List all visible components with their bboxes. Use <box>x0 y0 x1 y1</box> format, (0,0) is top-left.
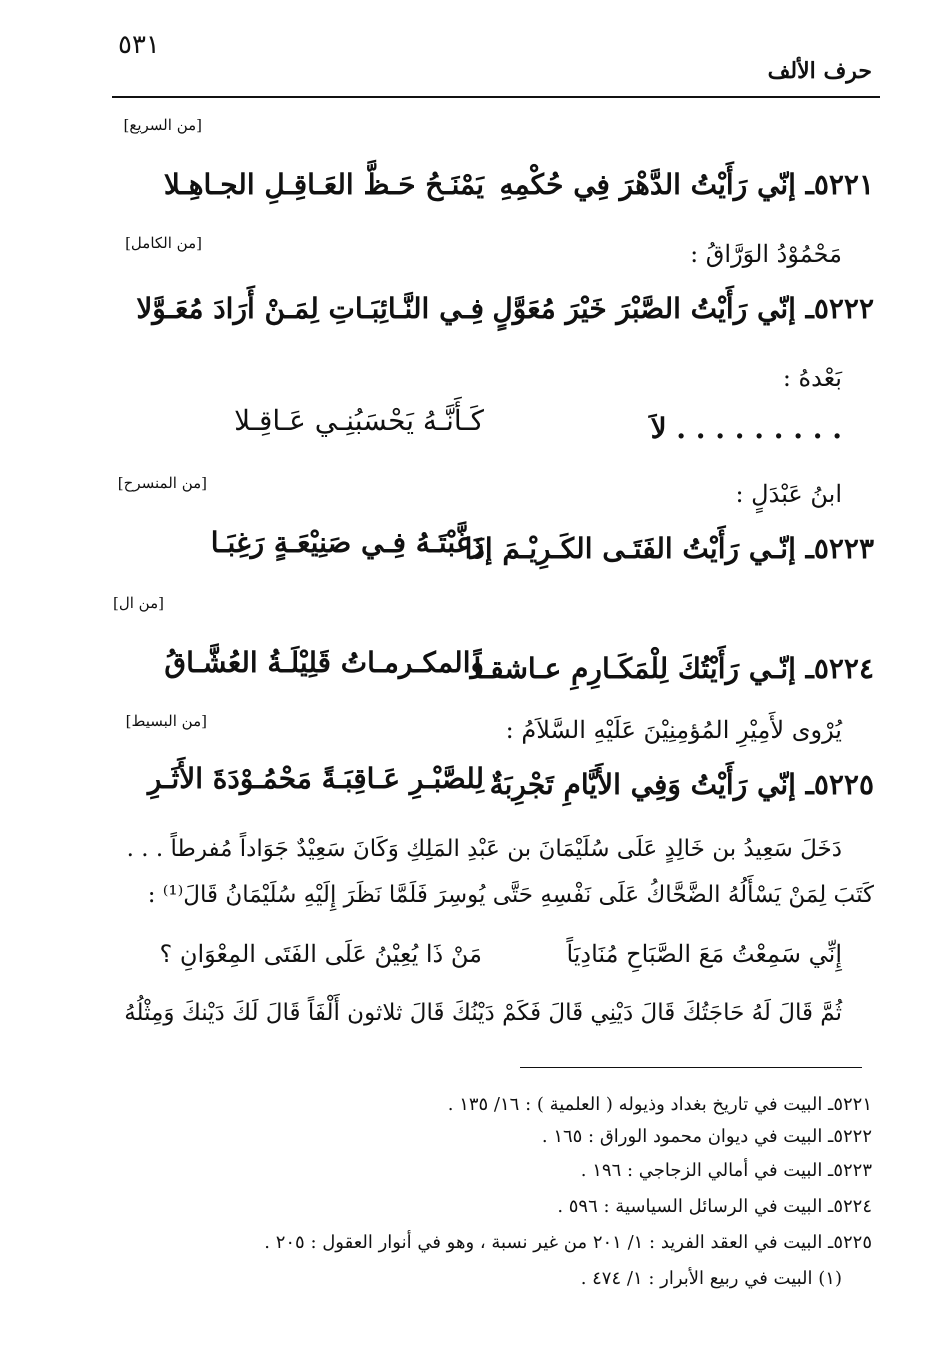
footnote: ٥٢٢٢ـ البيت في ديوان محمود الوراق : ١٦٥ . <box>541 1126 872 1147</box>
verse-first-hemistich: . . . . . . . . . لاَ <box>650 412 842 445</box>
verse-first-hemistich: ٥٢٢٣ـ إنّـي رَأَيْتُ الفَتَـى الكَـرِيْـمَ إذَا <box>464 532 874 565</box>
prose-line: ثُمَّ قَالَ لَهُ حَاجَتُكَ قَالَ دَيْنِي قَالَ فَكَمْ دَيْنُكَ قَالَ ثلاثون أَلْفَاً قَالَ لَكَ دَيْنكَ وَمِثْلُهُ <box>124 1000 842 1026</box>
footnote: ٥٢٢٥ـ البيت في العقد الفريد : ١/ ٢٠١ من غير نسبة ، وهو في أنوار العقول : ٢٠٥ . <box>264 1232 872 1253</box>
verse-second-hemistich: رَغَّبْتَـهُ فِـي صَنِيْعَـةٍ رَغِبَـا <box>210 526 484 559</box>
attribution: بَعْدهُ : <box>782 364 842 392</box>
verse-second-hemistich: لِلصَّبْـرِ عَـاقِبَـةً مَحْمُـوْدَةَ الأَثَـرِ <box>147 762 484 795</box>
prose-line: دَخَلَ سَعِيدُ بن خَالِدٍ عَلَى سُلَيْمَانَ بن عَبْدِ المَلِكِ وَكَانَ سَعِيْدٌ جَوَاداً مُفرطاً . . . <box>126 836 842 862</box>
attribution: مَحْمُوْدُ الوَرَّاقُ : <box>690 240 842 268</box>
attribution: ابنُ عَبْدَلٍ : <box>735 480 842 508</box>
meter-label: [من السريع] <box>123 116 202 134</box>
footnote-rule <box>520 1067 862 1068</box>
verse-first-hemistich: ٥٢٢٥ـ إنّي رَأَيْتُ وَفِي الأَيَّامِ تَجْرِبَةٌ <box>489 768 874 801</box>
verse-first-hemistich: إِنِّي سَمِعْتُ مَعَ الصَّبَاحِ مُنَادِيَاً <box>566 940 842 968</box>
verse-first-hemistich: ٥٢٢٢ـ إنّي رَأَيْتُ الصَّبْرَ خَيْرَ مُعَوَّلٍ <box>492 292 874 325</box>
prose-line: كَتَبَ لِمَنْ يَسْأَلُهُ الضَّحَّاكُ عَلَى نَفْسِهِ حَتَّى يُوسِرَ فَلَمَّا نَظَرَ إِلَيْهِ سُلَيْمَانُ قَالَ⁽¹⁾ : <box>147 882 874 908</box>
meter-label: [من ال] <box>113 594 164 612</box>
verse-second-hemistich: كَـأَنَّـهُ يَحْسَبُنِـي عَـاقِـلا <box>234 404 484 437</box>
header-rule <box>112 96 880 98</box>
meter-label: [من البسيط] <box>125 712 207 730</box>
running-title: حرف الألف <box>767 58 872 84</box>
verse-second-hemistich: مَنْ ذَا يُعِيْنُ عَلَى الفَتَى المِعْوَانِ ؟ <box>159 940 482 968</box>
footnote: ٥٢٢٤ـ البيت في الرسائل السياسية : ٥٩٦ . <box>557 1196 872 1217</box>
verse-first-hemistich: ٥٢٢١ـ إنّي رَأَيْتُ الدَّهْرَ فِي حُكْمِهِ <box>499 168 874 201</box>
page-number: ٥٣١ <box>118 30 160 60</box>
footnote: ٥٢٢٣ـ البيت في أمالي الزجاجي : ١٩٦ . <box>580 1160 872 1181</box>
verse-first-hemistich: ٥٢٢٤ـ إنّـي رَأَيْتُكَ لِلْمَكَـارِمِ عـاشقـاً <box>473 652 874 685</box>
meter-label: [من المنسرح] <box>117 474 207 492</box>
verse-second-hemistich: والمكـرمـاتُ قَلِيْلَـةُ العُشَّـاقُ <box>164 646 484 679</box>
attribution: يُرْوى لأَمِيْرِ المُؤمِنِيْنَ عَلَيْهِ السَّلاَمُ : <box>505 716 842 744</box>
footnote: ٥٢٢١ـ البيت في تاريخ بغداد وذيوله ( العلمية ) : ١٦/ ١٣٥ . <box>447 1094 872 1115</box>
verse-second-hemistich: يَمْنَـحُ حَـظَّ العَـاقِـلِ الجـاهِـلا <box>163 168 484 201</box>
verse-second-hemistich: فِـي النَّـائِبَـاتِ لِمَـنْ أَرَادَ مُعَـوَّلا <box>136 292 484 325</box>
meter-label: [من الكامل] <box>125 234 202 252</box>
footnote: (١) البيت في ربيع الأبرار : ١/ ٤٧٤ . <box>580 1268 842 1289</box>
